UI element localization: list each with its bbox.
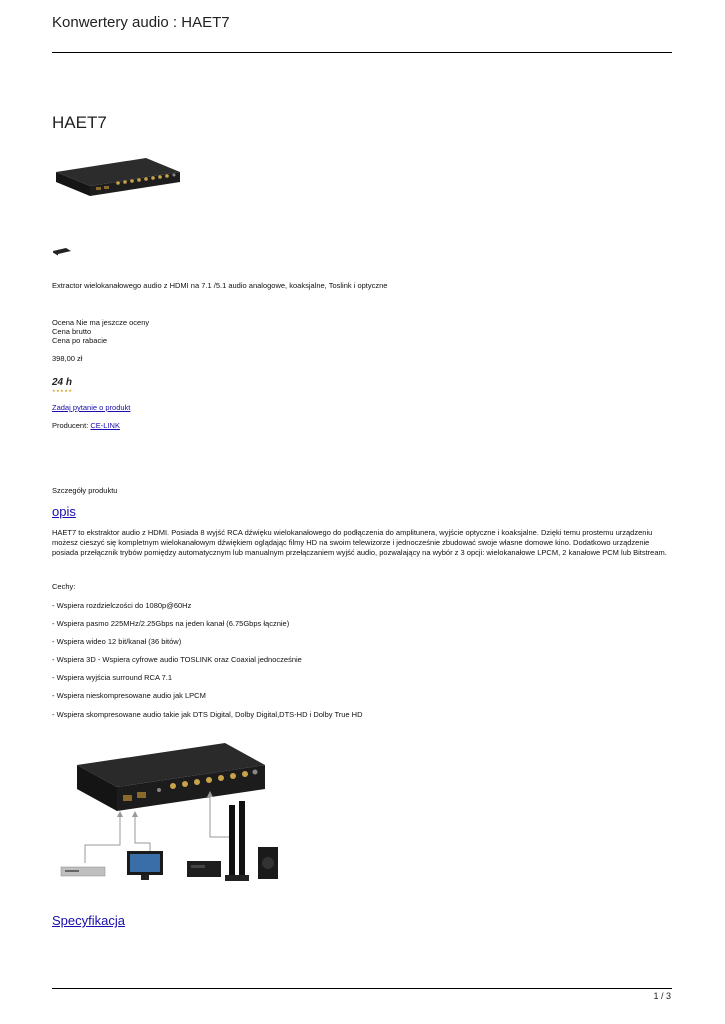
feature-item: - Wspiera nieskompresowane audio jak LPCM (52, 691, 206, 700)
feature-item: - Wspiera pasmo 225MHz/2.25Gbps na jeden kanał (6.75Gbps łącznie) (52, 619, 290, 628)
feature-item: - Wspiera 3D - Wspiera cyfrowe audio TOSLINK oraz Coaxial jednocześnie (52, 655, 302, 664)
opis-link[interactable]: opis (52, 504, 76, 519)
ask-question-link[interactable]: Zadaj pytanie o produkt (52, 403, 131, 412)
specyfikacja-link[interactable]: Specyfikacja (52, 913, 125, 928)
product-image[interactable] (52, 150, 184, 210)
feature-item: - Wspiera rozdzielczości do 1080p@60Hz (52, 601, 192, 610)
manufacturer-link[interactable]: CE-LINK (90, 421, 120, 430)
page-number: 1 / 3 (653, 991, 671, 1001)
product-thumbnail[interactable] (52, 246, 72, 256)
manufacturer-row (52, 421, 120, 431)
price-gross-label: Cena brutto (52, 327, 92, 336)
details-heading: Szczegóły produktu (52, 486, 118, 495)
product-title: HAET7 (52, 113, 107, 132)
features-title: Cechy: (52, 582, 76, 591)
delivery-24h-badge (52, 378, 82, 393)
product-short-description: Extractor wielokanałowego audio z HDMI na 7.1 /5.1 audio analogowe, koaksjalne, Toslink i optyczne (52, 281, 388, 290)
connection-diagram-image (55, 735, 285, 890)
feature-item: - Wspiera skompresowane audio takie jak DTS Digital, Dolby Digital,DTS-HD i Dolby True HD (52, 710, 363, 719)
rating-text: Ocena Nie ma jeszcze oceny (52, 318, 150, 327)
price-discount-label: Cena po rabacie (52, 336, 108, 345)
feature-item: - Wspiera wyjścia surround RCA 7.1 (52, 673, 173, 682)
feature-item: - Wspiera wideo 12 bit/kanał (36 bitów) (52, 637, 182, 646)
delivery-24h-text: 24 h (52, 377, 73, 388)
footer-rule (52, 988, 672, 989)
product-price: 398,00 zł (52, 354, 83, 363)
manufacturer-label: Producent: (52, 421, 89, 430)
header-rule (52, 52, 672, 53)
document-header-title: Konwertery audio : HAET7 (52, 14, 230, 31)
badge-stars-icon: ★★★★★ (52, 388, 73, 393)
product-description: HAET7 to ekstraktor audio z HDMI. Posiada 8 wyjść RCA dźwięku wielokanałowego do podłączenia do amplitunera, wyjście optyczne i koaksjalne. Dzięki temu prostemu urządzeniu możesz cieszyć się kompletnym wielokanałowym dźwiękiem oglądając filmy HD na swoim telewizorze i jednocześnie zbudować swoje własne domowe kino. Dodatkowo urządzenie posiada przełącznik trybów pomiędzy automatycznym lub manualnym przełączaniem wyjść audio, pozwalający na wybór z 3 opcji: wielokanałowe LPCM, 2 kanałowe PCM lub Bitstream. (52, 528, 667, 557)
